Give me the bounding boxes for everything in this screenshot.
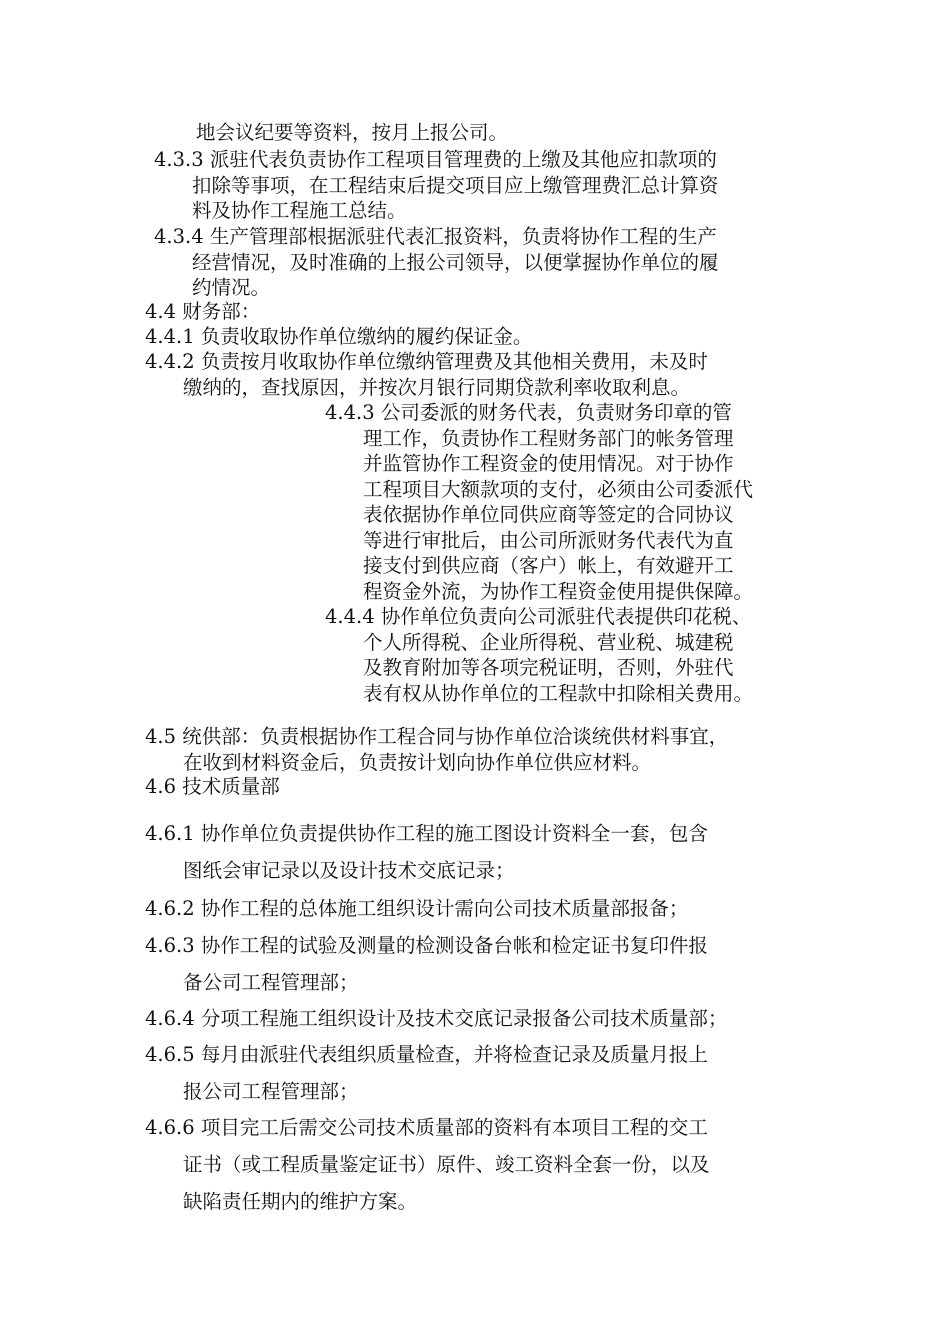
section-heading: 4.6 技术质量部	[145, 775, 280, 798]
text-line: 及教育附加等各项完税证明，否则，外驻代	[363, 656, 734, 679]
text-line: 证书（或工程质量鉴定证书）原件、竣工资料全套一份，以及	[183, 1153, 710, 1176]
text-line: 4.4.2 负责按月收取协作单位缴纳管理费及其他相关费用，未及时	[145, 350, 708, 373]
text-line: 程资金外流，为协作工程资金使用提供保障。	[363, 579, 754, 603]
text-line: 4.6.1 协作单位负责提供协作工程的施工图设计资料全一套，包含	[145, 822, 708, 845]
text-line: 4.6.2 协作工程的总体施工组织设计需向公司技术质量部报备；	[145, 897, 689, 920]
para-4-4-4	[325, 604, 753, 706]
heading-4-6	[145, 774, 280, 800]
para-4-6-3	[145, 927, 708, 1001]
text-line: 在收到材料资金后，负责按计划向协作单位供应材料。	[183, 750, 652, 774]
text-line: 4.5 统供部：负责根据协作工程合同与协作单位洽谈统供材料事宜，	[145, 725, 729, 748]
text-line: 料及协作工程施工总结。	[192, 199, 407, 222]
text-line: 表依据协作单位同供应商等签定的合同协议	[363, 503, 734, 526]
text-line: 等进行审批后，由公司所派财务代表代为直	[363, 528, 734, 552]
para-4-4-1	[145, 324, 532, 350]
text-line: 4.6.6 项目完工后需交公司技术质量部的资料有本项目工程的交工	[145, 1116, 708, 1139]
text-line: 理工作，负责协作工程财务部门的帐务管理	[363, 426, 734, 450]
heading-4-4	[145, 299, 260, 325]
text-line: 4.6.4 分项工程施工组织设计及技术交底记录报备公司技术质量部；	[145, 1007, 728, 1030]
text-line: 4.4.3 公司委派的财务代表，负责财务印章的管	[325, 401, 732, 424]
text-line: 并监管协作工程资金的使用情况。对于协作	[363, 452, 734, 475]
para-4-6-1	[145, 815, 708, 889]
text-line: 4.3.4 生产管理部根据派驻代表汇报资料，负责将协作工程的生产	[154, 225, 717, 248]
text-line: 个人所得税、企业所得税、营业税、城建税	[363, 630, 734, 654]
text-line: 表有权从协作单位的工程款中扣除相关费用。	[363, 681, 754, 705]
para-4-5	[145, 724, 728, 775]
text-line: 约情况。	[192, 276, 271, 299]
para-4-4-3	[325, 400, 753, 604]
text-line: 4.3.3 派驻代表负责协作工程项目管理费的上缴及其他应扣款项的	[154, 148, 717, 171]
para-4-6-2	[145, 890, 688, 927]
para-4-4-2	[145, 349, 708, 400]
para-4-6-6	[145, 1109, 710, 1220]
text-line: 4.6.3 协作工程的试验及测量的检测设备台帐和检定证书复印件报	[145, 934, 708, 957]
text-line: 4.4.4 协作单位负责向公司派驻代表提供印花税、	[325, 605, 752, 628]
para-4-3-3	[154, 147, 719, 224]
text-line: 地会议纪要等资料，按月上报公司。	[196, 121, 509, 144]
text-line: 缺陷责任期内的维护方案。	[183, 1190, 418, 1213]
para-4-6-4	[145, 1000, 727, 1037]
text-line: 备公司工程管理部；	[183, 971, 359, 994]
section-heading: 4.4 财务部：	[145, 300, 261, 323]
para-4-3-4	[154, 224, 719, 301]
para-4-6-5	[145, 1036, 708, 1110]
text-line: 4.4.1 负责收取协作单位缴纳的履约保证金。	[145, 325, 533, 348]
text-line: 4.6.5 每月由派驻代表组织质量检查，并将检查记录及质量月报上	[145, 1043, 708, 1066]
text-line: 报公司工程管理部；	[183, 1080, 359, 1103]
text-line: 经营情况，及时准确的上报公司领导，以便掌握协作单位的履	[192, 250, 719, 274]
text-line: 接支付到供应商（客户）帐上，有效避开工	[363, 554, 734, 577]
text-line: 工程项目大额款项的支付，必须由公司委派代	[363, 477, 754, 501]
text-line: 扣除等事项，在工程结束后提交项目应上缴管理费汇总计算资	[192, 173, 719, 197]
para-4-3-3-tail	[196, 120, 508, 146]
text-line: 图纸会审记录以及设计技术交底记录；	[183, 859, 515, 882]
text-line: 缴纳的，查找原因，并按次月银行同期贷款利率收取利息。	[183, 375, 691, 399]
